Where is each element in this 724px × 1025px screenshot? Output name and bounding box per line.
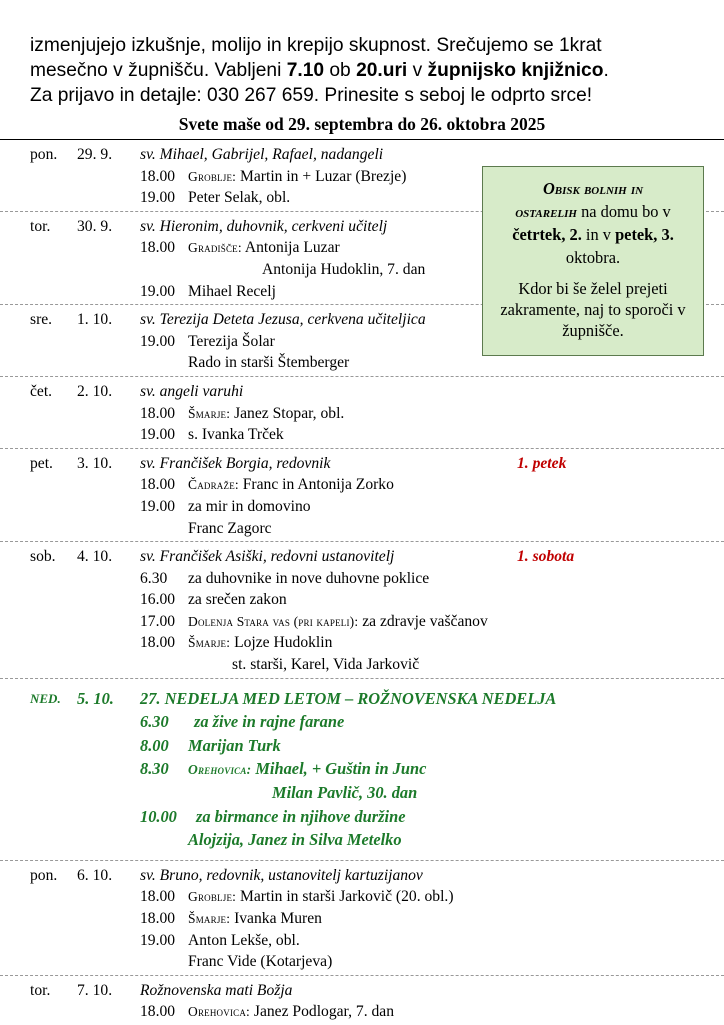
feast-name: sv. Frančišek Borgia, redovnik [140, 454, 331, 472]
day-of-week: sre. [30, 311, 53, 329]
sunday-block [0, 679, 724, 861]
mass-time: 19.00 [140, 189, 176, 207]
mass-intention: za žive in rajne farane [194, 712, 345, 732]
day-block [0, 377, 724, 449]
day-block [0, 976, 724, 1025]
mass-time: 18.00 [140, 634, 176, 652]
location: Groblje: [188, 889, 237, 905]
mass-time: 18.00 [140, 239, 176, 257]
mass-intention: Peter Selak, obl. [188, 189, 291, 207]
mass-intention: Terezija Šolar [188, 332, 275, 350]
mass-intention: Alojzija, Janez in Silva Metelko [188, 830, 402, 850]
mass-intention [188, 611, 488, 633]
location: Groblje: [188, 168, 237, 184]
intention-text: Mihael, + Guštin in Junc [251, 759, 427, 779]
intro-line-3: Za prijavo in detajle: 030 267 659. Prinesite s seboj le odprto srce! [30, 85, 593, 106]
mass-intention: Antonija Hudoklin, 7. dan [262, 260, 426, 278]
intention-text: Janez Podlogar, 7. dan [250, 1003, 395, 1021]
first-friday-tag: 1. petek [517, 454, 567, 472]
intro-place: župnijsko knjižnico [427, 60, 604, 81]
mass-intention: st. starši, Karel, Vida Jarkovič [232, 656, 420, 674]
mass-time: 18.00 [140, 476, 176, 494]
feast-name: sv. angeli varuhi [140, 382, 244, 400]
notice-text: oktobra. [565, 248, 621, 267]
day-date: 5. 10. [77, 688, 114, 708]
location: Orehovica: [188, 1004, 250, 1020]
mass-intention [188, 908, 322, 930]
day-of-week: tor. [30, 981, 51, 999]
mass-time: 18.00 [140, 167, 176, 185]
mass-intention [188, 632, 332, 654]
mass-time: 19.00 [140, 497, 176, 515]
mass-time: 19.00 [140, 332, 176, 350]
intro-date: 7.10 [286, 60, 325, 81]
day-of-week: pon. [30, 146, 58, 163]
location: Šmarje: [188, 911, 231, 926]
mass-time: 18.00 [140, 888, 176, 906]
feast-name: Rožnovenska mati Božja [140, 981, 293, 999]
day-of-week: pet. [30, 454, 53, 472]
mass-time: 18.00 [140, 910, 176, 927]
mass-intention: Anton Lekše, obl. [188, 931, 300, 949]
location: Šmarje: [188, 635, 231, 651]
day-of-week: tor. [30, 217, 51, 235]
mass-intention [188, 757, 426, 782]
day-of-week: sob. [30, 548, 56, 566]
intention-text: za zdravje vaščanov [358, 612, 488, 630]
schedule-heading: Svete maše od 29. septembra do 26. oktobra 2025 [178, 114, 546, 134]
day-date: 3. 10. [77, 454, 113, 472]
feast-name: sv. Terezija Deteta Jezusa, cerkvena učiteljica [140, 311, 426, 329]
day-date: 2. 10. [77, 382, 113, 400]
intention-text: Martin in + Luzar (Brezje) [236, 167, 407, 185]
notice-paragraph-1 [491, 177, 695, 269]
day-date: 30. 9. [77, 217, 113, 235]
mass-intention: za mir in domovino [188, 497, 311, 515]
day-date: 7. 10. [77, 981, 113, 999]
mass-intention: Milan Pavlič, 30. dan [272, 783, 418, 803]
notice-text: in v [581, 225, 616, 244]
feast-name: 27. NEDELJA MED LETOM – ROŽNOVENSKA NEDELJA [140, 688, 557, 708]
feast-name: sv. Frančišek Asiški, redovni ustanovitelj [140, 548, 395, 566]
mass-intention: s. Ivanka Trček [188, 426, 284, 444]
intention-text: Martin in starši Jarkovič (20. obl.) [236, 888, 454, 906]
day-block [0, 861, 724, 976]
notice-date: četrtek, 2. [512, 225, 582, 244]
mass-intention: Marijan Turk [188, 735, 281, 755]
mass-time: 19.00 [140, 426, 176, 444]
mass-time: 6.30 [140, 569, 168, 587]
mass-time: 6.30 [140, 712, 169, 732]
mass-intention [188, 1001, 394, 1023]
mass-time: 18.00 [140, 404, 176, 422]
day-date: 29. 9. [77, 146, 113, 163]
day-date: 1. 10. [77, 311, 113, 329]
feast-name: sv. Mihael, Gabrijel, Rafael, nadangeli [140, 146, 384, 163]
intention-text: Lojze Hudoklin [230, 634, 333, 652]
mass-time: 8.30 [140, 759, 169, 779]
mass-intention: za duhovnike in nove duhovne poklice [188, 569, 430, 587]
mass-time: 16.00 [140, 591, 176, 609]
location: Gradišče: [188, 240, 242, 256]
intro-line-2 [30, 58, 710, 83]
mass-intention: Franc Zagorc [188, 519, 272, 537]
notice-title: ostarelih [515, 202, 577, 221]
location: Orehovica: [188, 762, 252, 778]
location: Čadraže: [188, 477, 239, 493]
notice-paragraph-2: Kdor bi še želel prejeti zakramente, naj to sporoči v župnišče. [500, 279, 686, 340]
intro-text: . [603, 60, 609, 81]
intro-text: ob [324, 60, 357, 81]
day-block [0, 542, 724, 679]
first-saturday-tag: 1. sobota [517, 548, 575, 566]
mass-intention [188, 237, 340, 259]
notice-date: petek, 3. [615, 225, 674, 244]
mass-intention: Franc Vide (Kotarjeva) [188, 953, 333, 971]
mass-intention [188, 403, 344, 425]
intention-text: Franc in Antonija Zorko [238, 476, 394, 494]
feast-name: sv. Hieronim, duhovnik, cerkveni učitelj [140, 217, 388, 235]
mass-intention [188, 166, 406, 188]
mass-intention: Rado in starši Štemberger [188, 354, 350, 372]
mass-intention: za srečen zakon [188, 591, 287, 609]
day-block [0, 449, 724, 542]
feast-name: sv. Bruno, redovnik, ustanovitelj kartuzijanov [140, 866, 423, 884]
intention-text: Ivanka Muren [230, 910, 322, 927]
intro-paragraph [30, 33, 710, 108]
mass-time: 10.00 [140, 806, 177, 826]
notice-title: Obisk bolnih in [542, 179, 644, 198]
mass-time: 19.00 [140, 931, 176, 949]
day-of-week: čet. [30, 382, 53, 400]
location: Šmarje: [188, 405, 231, 421]
notice-text: na domu bo v [576, 202, 671, 221]
mass-intention: za birmance in njihove duržine [196, 806, 406, 826]
mass-time: 19.00 [140, 282, 176, 300]
day-of-week: pon. [30, 866, 58, 884]
mass-intention [188, 474, 394, 496]
day-date: 4. 10. [77, 548, 113, 566]
intro-time: 20.uri [356, 60, 408, 81]
intro-line-1: izmenjujejo izkušnje, molijo in krepijo skupnost. Srečujemo se 1krat [30, 35, 602, 56]
mass-intention [188, 886, 454, 908]
sick-visit-notice [482, 166, 704, 356]
intro-text: v [407, 60, 428, 81]
intro-text: mesečno v župnišču. Vabljeni [30, 60, 287, 81]
mass-time: 18.00 [140, 1003, 176, 1021]
intention-text: Antonija Luzar [241, 239, 340, 257]
day-date: 6. 10. [77, 866, 113, 884]
mass-intention: Mihael Recelj [188, 282, 276, 300]
mass-time: 8.00 [140, 735, 169, 755]
day-of-week: NED. [30, 690, 61, 706]
intention-text: Janez Stopar, obl. [230, 404, 345, 422]
mass-time: 17.00 [140, 612, 176, 630]
location: Dolenja Stara vas (pri kapeli): [188, 613, 359, 629]
